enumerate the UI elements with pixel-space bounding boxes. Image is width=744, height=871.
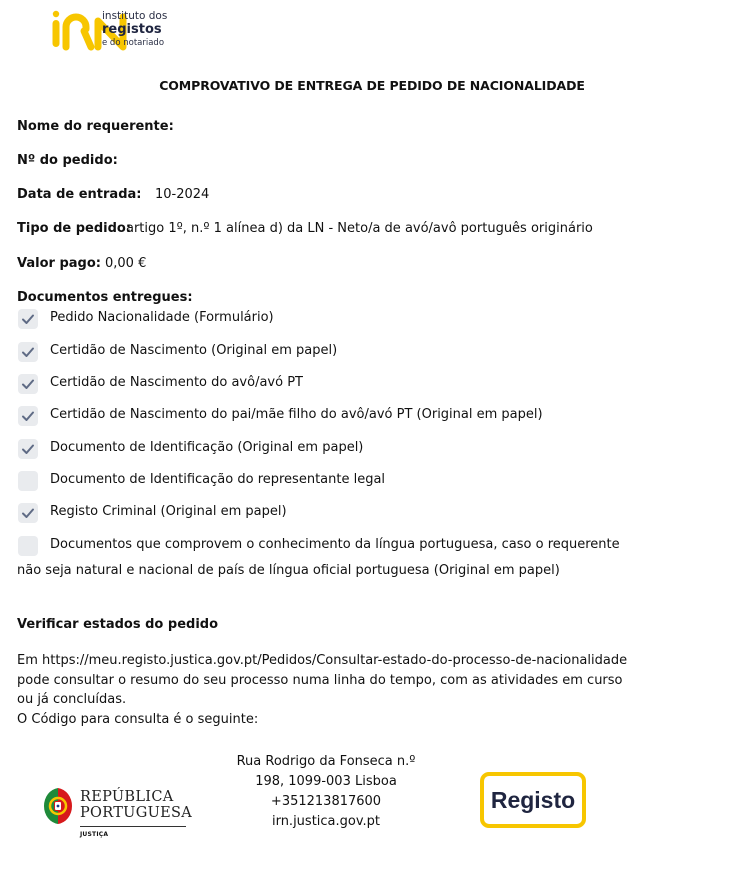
entry-date-label: Data de entrada:: [17, 187, 142, 202]
checkmark-icon: [21, 442, 35, 456]
document-label-8: Documentos que comprovem o conhecimento da língua portuguesa, caso o requerente: [50, 537, 620, 552]
checkbox-checked[interactable]: [18, 439, 38, 459]
checkbox-unchecked[interactable]: [18, 536, 38, 556]
verify-url-line: Em https://meu.registo.justica.gov.pt/Pedidos/Consultar-estado-do-processo-de-nacionalidade: [17, 653, 628, 668]
entry-date-value: 10-2024: [155, 187, 210, 202]
document-label-3: Certidão de Nascimento do avô/avó PT: [50, 375, 303, 390]
rp-divider: [80, 826, 186, 827]
checkbox-checked[interactable]: [18, 406, 38, 426]
document-8-continuation: não seja natural e nacional de país de língua oficial portuguesa (Original em papel): [17, 563, 560, 578]
verify-paragraph: [17, 651, 637, 729]
address-line-1: Rua Rodrigo da Fonseca n.º: [236, 754, 416, 769]
verify-line-2: pode consultar o resumo do seu processo numa linha do tempo, com as atividades em curso: [17, 672, 623, 688]
address-line-2: 198, 1099-003 Lisboa: [255, 774, 397, 789]
document-label-1: Pedido Nacionalidade (Formulário): [50, 310, 274, 325]
applicant-name-label: Nome do requerente:: [17, 119, 174, 134]
registo-logo-text: Registo: [490, 787, 576, 813]
website: irn.justica.gov.pt: [271, 814, 381, 829]
checkbox-checked[interactable]: [18, 503, 38, 523]
irn-logo-text: [102, 10, 167, 49]
verify-line-4: O Código para consulta é o seguinte:: [17, 711, 259, 727]
logo-line-2: registos: [102, 22, 162, 37]
address-block: [216, 752, 436, 832]
verify-heading: Verificar estados do pedido: [17, 617, 219, 632]
applicant-name-field: [17, 119, 174, 134]
rp-line-1: REPÚBLICA: [80, 789, 174, 805]
amount-paid-field: [17, 256, 101, 271]
logo-line-1: instituto dos: [102, 10, 168, 22]
checkbox-checked[interactable]: [18, 374, 38, 394]
document-label-4: Certidão de Nascimento do pai/mãe filho do avô/avó PT (Original em papel): [50, 407, 543, 422]
request-type-field: [17, 221, 131, 236]
rp-justica-label: JUSTIÇA: [80, 831, 109, 838]
request-type-value: artigo 1º, n.º 1 alínea d) da LN - Neto/a de avó/avô português originário: [126, 221, 593, 236]
document-label-5: Documento de Identificação (Original em papel): [50, 440, 364, 455]
document-label-2: Certidão de Nascimento (Original em papel): [50, 343, 338, 358]
request-number-label: Nº do pedido:: [17, 153, 118, 168]
checkbox-checked[interactable]: [18, 342, 38, 362]
checkmark-icon: [21, 506, 35, 520]
logo-line-3: e do notariado: [102, 38, 165, 48]
checkmark-icon: [21, 345, 35, 359]
republica-portuguesa-emblem: [40, 784, 76, 828]
checkmark-icon: [21, 409, 35, 423]
checkmark-icon: [21, 377, 35, 391]
document-label-6: Documento de Identificação do representante legal: [50, 472, 386, 487]
checkbox-checked[interactable]: [18, 309, 38, 329]
rp-line-2: PORTUGUESA: [80, 805, 192, 821]
request-type-label: Tipo de pedido:: [17, 221, 132, 236]
amount-paid-label: Valor pago:: [17, 256, 101, 271]
phone-number: +351213817600: [270, 794, 382, 809]
checkmark-icon: [21, 312, 35, 326]
amount-paid-value: 0,00 €: [105, 256, 147, 271]
documents-heading: Documentos entregues:: [17, 290, 193, 305]
page-title: COMPROVATIVO DE ENTREGA DE PEDIDO DE NACIONALIDADE: [159, 78, 585, 93]
entry-date-field: [17, 187, 141, 202]
verify-line-3: ou já concluídas.: [17, 692, 127, 707]
registo-logo: [480, 772, 586, 828]
document-label-7: Registo Criminal (Original em papel): [50, 504, 287, 519]
republica-portuguesa-text: [80, 789, 192, 821]
checkbox-unchecked[interactable]: [18, 471, 38, 491]
request-number-field: [17, 153, 118, 168]
